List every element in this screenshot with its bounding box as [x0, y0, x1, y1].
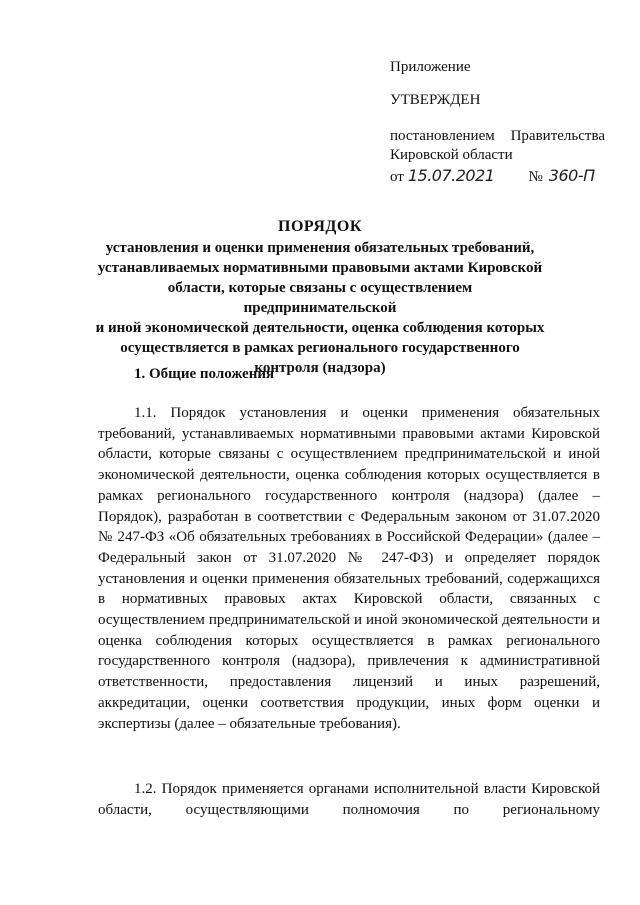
- title-line: устанавливаемых нормативными правовыми актами Кировской: [97, 260, 543, 276]
- title-line: области, которые связаны с осуществлением предпринимательской: [167, 280, 473, 316]
- date-prefix: от: [390, 169, 404, 185]
- title-line: осуществляется в рамках регионального государственного: [120, 340, 520, 356]
- decree-line: [390, 127, 605, 146]
- approved-label: УТВЕРЖДЕН: [390, 92, 481, 108]
- date-number-line: [390, 166, 605, 187]
- number-prefix: №: [528, 169, 543, 185]
- approval-stamp-block: [390, 58, 630, 187]
- title-main: ПОРЯДОК: [278, 218, 362, 235]
- handwritten-number: 360-П: [548, 166, 595, 185]
- section-heading: 1. Общие положения: [134, 366, 275, 382]
- handwritten-date: 15.07.2021: [407, 166, 495, 185]
- decree-word: постановлением: [390, 128, 495, 144]
- decree-body: Правительства: [510, 128, 605, 144]
- paragraph-1-2: [98, 779, 600, 820]
- title-line: и иной экономической деятельности, оценка соблюдения которых: [95, 320, 545, 336]
- title-line: установления и оценки применения обязательных требований,: [105, 240, 535, 256]
- decree-reference: [390, 127, 630, 187]
- title-line: контроля (надзора): [254, 360, 386, 376]
- document-title: [95, 217, 545, 378]
- annex-label: Приложение: [390, 59, 471, 75]
- region-name: Кировской области: [390, 147, 513, 163]
- paragraph-1-1: [98, 403, 600, 734]
- paragraph-text: 1.2. Порядок применяется органами исполнительной власти Кировской области, осуществляющими полномочия по региональному: [98, 781, 600, 818]
- paragraph-text: 1.1. Порядок установления и оценки применения обязательных требований, устанавливаемых нормативными правовыми актами Кировской области, которые связаны с осуществлением предпринимательской и иной экономической деятельности, оценка соблюдения которых осуществляется в рамках регионального государственного контроля (надзора) (далее – Порядок), разработан в соответствии с Федеральным законом от 31.07.2020 № 247-ФЗ «Об обязательных требованиях в Российской Федерации» (далее – Федеральный закон от 31.07.2020 № 247-ФЗ) и определяет порядок установления и оценки применения обязательных требований, содержащихся в нормативных правовых актах Кировской области, связанных с осуществлением предпринимательской и иной экономической деятельности и оценка соблюдения которых осуществляется в рамках регионального государственного контроля (надзора), привлечения к административной ответственности, предоставления лицензий и иных разрешений, аккредитации, оценки соответствия продукции, иных форм оценки и экспертизы (далее – обязательные требования).: [98, 405, 600, 732]
